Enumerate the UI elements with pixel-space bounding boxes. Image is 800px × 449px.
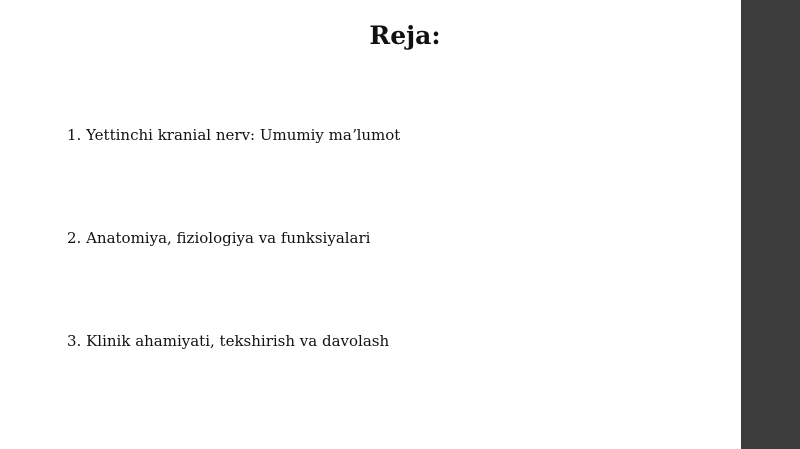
plan-item-3: 3. Klinik ahamiyati, tekshirish va davolash [67,332,390,350]
side-panel [741,0,800,449]
plan-item-2: 2. Anatomiya, fiziologiya va funksiyalari [67,229,371,247]
plan-item-1: 1. Yettinchi kranial nerv: Umumiy maʼlumot [67,126,401,144]
slide-title: Reja: [369,21,441,50]
